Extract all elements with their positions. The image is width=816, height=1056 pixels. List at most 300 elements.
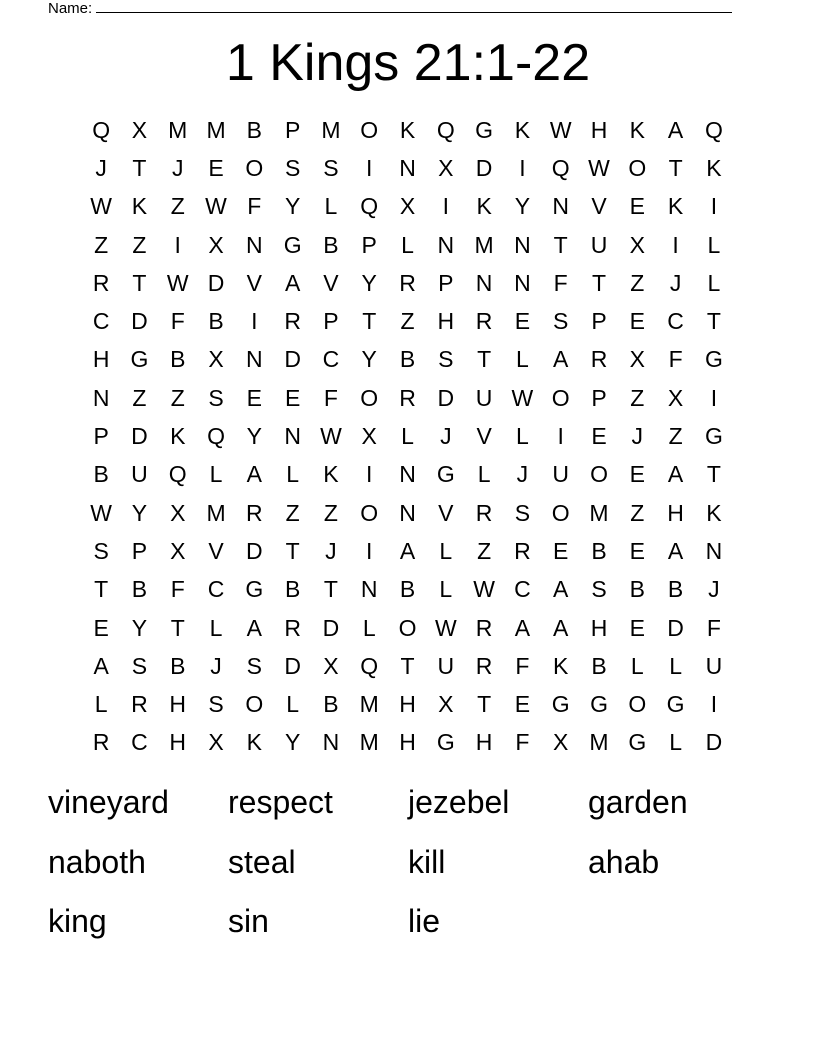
grid-letter: A — [667, 461, 684, 488]
grid-letter: F — [668, 346, 683, 373]
word-list — [48, 780, 768, 959]
grid-letter: W — [511, 384, 534, 411]
grid-letter: P — [323, 308, 339, 335]
grid-letter: I — [710, 384, 718, 411]
grid-letter: K — [131, 193, 148, 220]
grid-letter: K — [399, 116, 416, 143]
grid-letter: Z — [477, 537, 492, 564]
grid-letter: O — [360, 384, 379, 411]
grid-letter: L — [707, 231, 721, 258]
grid-letter: X — [438, 691, 454, 718]
grid-letter: M — [359, 729, 379, 756]
grid-letter: L — [401, 423, 414, 450]
grid-letter: K — [170, 423, 186, 450]
grid-letter: L — [707, 269, 721, 296]
grid-letter: F — [553, 269, 568, 296]
grid-letter: R — [475, 652, 493, 679]
grid-letter: I — [557, 423, 564, 450]
grid-letter: N — [399, 499, 416, 526]
grid-letter: B — [284, 576, 301, 603]
grid-letter: I — [710, 193, 718, 220]
grid-letter: L — [516, 346, 529, 373]
grid-letter: Q — [436, 116, 455, 143]
grid-letter: Z — [668, 423, 683, 450]
grid-letter: D — [131, 308, 148, 335]
grid-letter: H — [169, 729, 187, 756]
grid-letter: C — [92, 308, 110, 335]
grid-letter: N — [399, 154, 416, 181]
word-list-item: vineyard — [48, 784, 169, 820]
grid-letter: L — [286, 461, 300, 488]
grid-letter: J — [95, 154, 107, 181]
grid-letter: R — [284, 614, 301, 641]
grid-letter: Q — [704, 116, 723, 143]
grid-letter: O — [245, 154, 264, 181]
grid-letter: P — [284, 116, 301, 143]
grid-letter: P — [591, 384, 607, 411]
grid-letter: X — [667, 384, 684, 411]
grid-letter: Y — [246, 423, 262, 450]
grid-letter: L — [630, 652, 644, 679]
grid-letter: X — [629, 231, 645, 258]
grid-letter: O — [360, 499, 379, 526]
grid-letter: J — [210, 652, 222, 679]
name-field — [48, 0, 732, 19]
grid-letter: N — [399, 461, 416, 488]
grid-letter: T — [362, 308, 377, 335]
grid-letter: M — [206, 499, 226, 526]
grid-letter: Q — [92, 116, 111, 143]
grid-letter: E — [629, 537, 645, 564]
grid-letter: J — [516, 461, 529, 488]
word-list-item: kill — [408, 843, 446, 880]
grid-letter: R — [284, 308, 301, 335]
grid-letter: K — [706, 154, 722, 181]
grid-letter: X — [170, 499, 186, 526]
grid-letter: I — [672, 231, 679, 258]
grid-letter: W — [205, 193, 227, 220]
grid-letter: H — [437, 308, 455, 335]
grid-letter: U — [437, 652, 455, 679]
grid-letter: T — [400, 652, 415, 679]
grid-letter: B — [208, 308, 224, 335]
grid-letter: K — [629, 116, 645, 143]
grid-letter: C — [514, 576, 531, 603]
grid-letter: R — [475, 499, 493, 526]
grid-letter: E — [629, 193, 645, 220]
grid-letter: A — [553, 346, 569, 373]
grid-letter: X — [629, 346, 645, 373]
grid-letter: J — [325, 537, 337, 564]
grid-letter: H — [667, 499, 684, 526]
grid-letter: D — [284, 652, 301, 679]
grid-letter: B — [399, 576, 416, 603]
grid-letter: F — [706, 614, 721, 641]
word-list-item: naboth — [48, 843, 146, 880]
grid-letter: B — [93, 461, 109, 488]
grid-letter: J — [669, 269, 682, 296]
grid-letter: O — [551, 384, 570, 411]
grid-letter: U — [552, 461, 570, 488]
grid-letter: H — [590, 116, 608, 143]
grid-letter: Q — [207, 423, 225, 450]
grid-letter: P — [361, 231, 377, 258]
word-list-item: ahab — [588, 843, 660, 880]
grid-letter: T — [477, 346, 492, 373]
grid-letter: H — [92, 346, 110, 373]
grid-letter: Z — [132, 231, 147, 258]
word-list-item: sin — [228, 903, 269, 939]
word-list-item: lie — [408, 903, 441, 939]
grid-letter: A — [553, 576, 569, 603]
grid-letter: L — [439, 576, 453, 603]
grid-letter: U — [131, 461, 148, 488]
grid-letter: T — [706, 308, 721, 335]
grid-letter: E — [629, 308, 645, 335]
grid-letter: P — [438, 269, 454, 296]
grid-letter: X — [208, 729, 224, 756]
grid-letter: V — [323, 269, 339, 296]
grid-letter: H — [169, 691, 187, 718]
grid-letter: U — [475, 384, 493, 411]
grid-letter: B — [170, 652, 186, 679]
grid-letter: L — [669, 652, 682, 679]
grid-letter: O — [398, 614, 417, 641]
grid-letter: L — [362, 614, 376, 641]
grid-letter: V — [438, 499, 454, 526]
grid-letter: T — [477, 691, 492, 718]
letter-grid — [82, 111, 733, 762]
grid-letter: L — [94, 691, 108, 718]
grid-letter: H — [399, 729, 416, 756]
grid-letter: G — [245, 576, 264, 603]
grid-letter: R — [475, 308, 493, 335]
grid-letter: N — [284, 423, 301, 450]
grid-letter: A — [514, 614, 531, 641]
grid-letter: Z — [630, 384, 645, 411]
grid-letter: L — [324, 193, 338, 220]
grid-letter: E — [629, 461, 645, 488]
grid-letter: L — [439, 537, 453, 564]
grid-letter: W — [473, 576, 495, 603]
grid-letter: W — [90, 499, 112, 526]
grid-letter: K — [476, 193, 492, 220]
grid-letter: X — [208, 231, 224, 258]
grid-letter: S — [208, 691, 224, 718]
grid-letter: Q — [360, 193, 379, 220]
grid-letter: L — [516, 423, 529, 450]
grid-letter: T — [132, 154, 147, 181]
grid-letter: D — [705, 729, 723, 756]
grid-letter: T — [323, 576, 338, 603]
grid-letter: B — [591, 537, 607, 564]
grid-letter: E — [514, 308, 531, 335]
grid-letter: L — [477, 461, 491, 488]
grid-letter: G — [283, 231, 302, 258]
grid-letter: S — [591, 576, 607, 603]
grid-letter: U — [705, 652, 723, 679]
grid-letter: G — [436, 729, 455, 756]
grid-letter: G — [130, 346, 149, 373]
grid-letter: B — [667, 576, 684, 603]
grid-letter: D — [284, 346, 301, 373]
grid-letter: G — [628, 729, 647, 756]
grid-letter: I — [710, 691, 718, 718]
grid-letter: A — [399, 537, 416, 564]
grid-letter: G — [475, 116, 494, 143]
grid-letter: S — [131, 652, 148, 679]
grid-letter: D — [437, 384, 455, 411]
grid-letter: J — [631, 423, 644, 450]
grid-letter: P — [131, 537, 148, 564]
grid-letter: A — [667, 537, 684, 564]
grid-letter: J — [171, 154, 184, 181]
grid-letter: V — [591, 193, 607, 220]
grid-letter: Z — [630, 269, 645, 296]
grid-letter: H — [475, 729, 493, 756]
grid-letter: Z — [630, 499, 645, 526]
grid-letter: G — [436, 461, 455, 488]
grid-letter: B — [170, 346, 186, 373]
grid-letter: K — [323, 461, 339, 488]
grid-letter: A — [553, 614, 569, 641]
grid-letter: V — [208, 537, 224, 564]
grid-letter: I — [442, 193, 450, 220]
grid-letter: L — [669, 729, 682, 756]
grid-letter: O — [360, 116, 379, 143]
grid-letter: M — [321, 116, 341, 143]
grid-letter: N — [475, 269, 493, 296]
grid-letter: R — [92, 729, 110, 756]
grid-letter: O — [628, 154, 647, 181]
grid-letter: W — [166, 269, 189, 296]
grid-letter: X — [208, 346, 224, 373]
word-list-item: king — [48, 903, 107, 939]
grid-letter: D — [475, 154, 493, 181]
grid-letter: S — [93, 537, 109, 564]
grid-letter: T — [170, 614, 185, 641]
grid-letter: K — [246, 729, 262, 756]
grid-letter: B — [246, 116, 262, 143]
grid-letter: M — [359, 691, 379, 718]
grid-letter: N — [552, 193, 570, 220]
grid-letter: I — [519, 154, 526, 181]
grid-letter: X — [170, 537, 186, 564]
grid-letter: K — [706, 499, 722, 526]
grid-letter: Z — [285, 499, 300, 526]
grid-letter: A — [246, 461, 262, 488]
grid-letter: F — [247, 193, 262, 220]
grid-letter: F — [515, 729, 530, 756]
grid-letter: S — [514, 499, 531, 526]
grid-letter: E — [514, 691, 531, 718]
grid-letter: Z — [400, 308, 415, 335]
grid-letter: Y — [284, 729, 301, 756]
grid-letter: V — [246, 269, 262, 296]
grid-letter: D — [246, 537, 263, 564]
grid-letter: V — [476, 423, 492, 450]
grid-letter: D — [322, 614, 340, 641]
grid-letter: W — [320, 423, 342, 450]
grid-letter: T — [591, 269, 607, 296]
grid-letter: S — [208, 384, 224, 411]
grid-letter: O — [245, 691, 264, 718]
grid-letter: Y — [361, 346, 377, 373]
grid-letter: F — [515, 652, 530, 679]
grid-letter: D — [667, 614, 684, 641]
grid-letter: O — [590, 461, 608, 488]
grid-letter: E — [246, 384, 262, 411]
grid-letter: N — [514, 269, 531, 296]
grid-letter: B — [629, 576, 645, 603]
grid-letter: W — [588, 154, 610, 181]
grid-letter: C — [207, 576, 225, 603]
grid-letter: Q — [168, 461, 187, 488]
word-list-item: respect — [228, 784, 333, 820]
grid-letter: J — [440, 423, 452, 450]
name-label: Name: — [48, 0, 93, 17]
grid-letter: I — [366, 537, 373, 564]
grid-letter: L — [401, 231, 414, 258]
grid-letter: D — [131, 423, 148, 450]
grid-letter: E — [93, 614, 109, 641]
grid-letter: A — [93, 652, 109, 679]
grid-letter: T — [285, 537, 300, 564]
grid-letter: Z — [170, 193, 185, 220]
grid-letter: N — [437, 231, 455, 258]
grid-letter: Y — [361, 269, 377, 296]
grid-letter: M — [589, 729, 609, 756]
grid-letter: X — [553, 729, 569, 756]
grid-letter: A — [246, 614, 262, 641]
grid-letter: G — [590, 691, 608, 718]
grid-letter: F — [323, 384, 338, 411]
grid-letter: Y — [131, 614, 148, 641]
grid-letter: N — [514, 231, 531, 258]
grid-letter: R — [475, 614, 493, 641]
grid-letter: B — [591, 652, 607, 679]
grid-letter: L — [209, 461, 223, 488]
grid-letter: H — [399, 691, 416, 718]
grid-letter: Z — [94, 231, 109, 258]
grid-letter: S — [323, 154, 339, 181]
name-underline — [96, 0, 732, 13]
grid-letter: E — [553, 537, 569, 564]
grid-letter: M — [589, 499, 609, 526]
grid-letter: M — [474, 231, 494, 258]
grid-letter: X — [323, 652, 339, 679]
grid-letter: I — [251, 308, 258, 335]
word-list-item: garden — [588, 784, 688, 820]
grid-letter: X — [361, 423, 377, 450]
grid-letter: B — [399, 346, 416, 373]
grid-letter: Q — [360, 652, 379, 679]
grid-letter: J — [708, 576, 720, 603]
grid-letter: G — [704, 346, 723, 373]
grid-letter: N — [322, 729, 340, 756]
grid-letter: R — [514, 537, 531, 564]
grid-letter: C — [667, 308, 684, 335]
grid-letter: L — [209, 614, 223, 641]
grid-letter: N — [92, 384, 110, 411]
grid-letter: Z — [323, 499, 338, 526]
grid-letter: P — [591, 308, 607, 335]
grid-letter: E — [629, 614, 645, 641]
grid-letter: Z — [170, 384, 185, 411]
grid-letter: E — [591, 423, 607, 450]
grid-letter: S — [438, 346, 454, 373]
grid-letter: B — [323, 231, 339, 258]
grid-letter: T — [553, 231, 568, 258]
grid-letter: P — [93, 423, 109, 450]
word-list-item: jezebel — [408, 784, 510, 820]
grid-letter: W — [549, 116, 572, 143]
grid-letter: B — [131, 576, 148, 603]
grid-letter: K — [514, 116, 531, 143]
grid-letter: R — [246, 499, 263, 526]
grid-letter: N — [246, 346, 263, 373]
grid-letter: N — [360, 576, 378, 603]
grid-letter: S — [284, 154, 301, 181]
grid-letter: H — [590, 614, 608, 641]
grid-letter: C — [131, 729, 148, 756]
grid-letter: D — [207, 269, 225, 296]
word-list-item: steal — [228, 843, 296, 880]
grid-letter: G — [551, 691, 570, 718]
grid-letter: O — [551, 499, 570, 526]
grid-letter: G — [704, 423, 723, 450]
grid-letter: X — [131, 116, 148, 143]
grid-letter: I — [366, 461, 373, 488]
grid-letter: G — [666, 691, 685, 718]
grid-letter: N — [705, 537, 723, 564]
grid-letter: W — [434, 614, 457, 641]
grid-letter: Y — [131, 499, 148, 526]
grid-letter: M — [206, 116, 226, 143]
grid-letter: E — [208, 154, 224, 181]
grid-letter: L — [286, 691, 300, 718]
grid-letter: X — [399, 193, 416, 220]
grid-letter: B — [323, 691, 339, 718]
grid-letter: S — [553, 308, 569, 335]
grid-letter: T — [668, 154, 683, 181]
grid-letter: F — [170, 576, 185, 603]
grid-letter: T — [132, 269, 147, 296]
grid-letter: T — [706, 461, 721, 488]
grid-letter: S — [246, 652, 262, 679]
grid-letter: T — [94, 576, 109, 603]
grid-letter: K — [667, 193, 684, 220]
grid-letter: M — [168, 116, 188, 143]
grid-letter: E — [284, 384, 301, 411]
grid-letter: K — [553, 652, 569, 679]
grid-letter: R — [399, 269, 416, 296]
grid-letter: R — [131, 691, 148, 718]
grid-letter: F — [170, 308, 185, 335]
grid-letter: R — [92, 269, 110, 296]
grid-letter: U — [590, 231, 608, 258]
grid-letter: I — [366, 154, 373, 181]
grid-letter: I — [174, 231, 181, 258]
grid-letter: A — [284, 269, 301, 296]
grid-letter: O — [628, 691, 647, 718]
grid-letter: Z — [132, 384, 147, 411]
grid-letter: R — [399, 384, 416, 411]
grid-letter: W — [90, 193, 112, 220]
grid-letter: Y — [514, 193, 531, 220]
grid-letter: A — [667, 116, 684, 143]
page-title: 1 Kings 21:1-22 — [225, 34, 591, 92]
